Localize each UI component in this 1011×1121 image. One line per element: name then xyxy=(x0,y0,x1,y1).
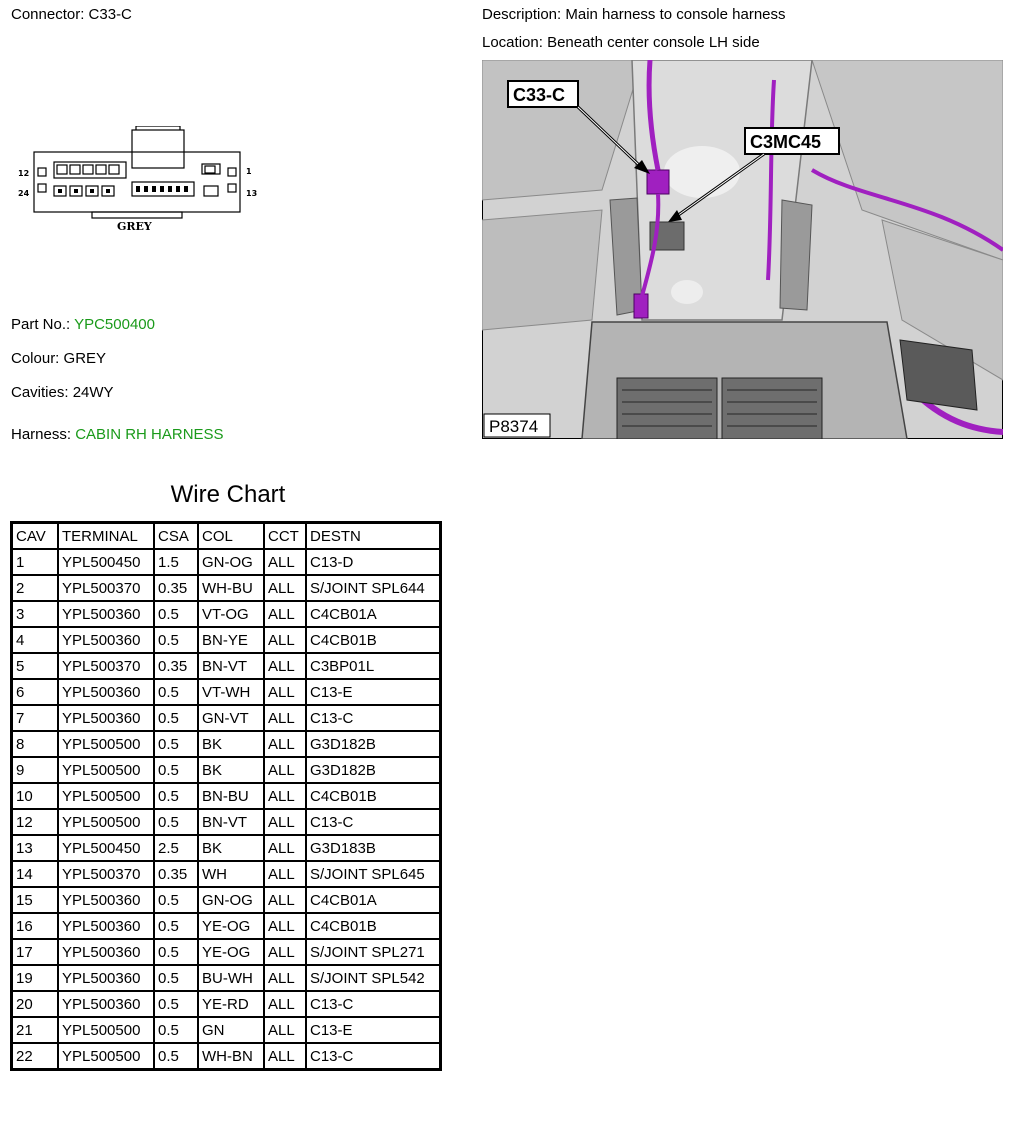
cell-terminal: YPL500360 xyxy=(58,939,154,965)
cell-destn: C4CB01B xyxy=(306,783,441,809)
cell-col: BN-VT xyxy=(198,809,264,835)
part-no-link[interactable]: YPC500400 xyxy=(74,316,155,333)
table-row xyxy=(12,965,441,991)
pin-12-label: 12 xyxy=(18,169,30,178)
cell-cct: ALL xyxy=(264,913,306,939)
cell-terminal: YPL500360 xyxy=(58,887,154,913)
cell-col: BK xyxy=(198,731,264,757)
cell-cct: ALL xyxy=(264,1043,306,1070)
table-row xyxy=(12,1017,441,1043)
cell-cav: 14 xyxy=(12,861,59,887)
cell-col: BN-YE xyxy=(198,627,264,653)
header-col: COL xyxy=(198,523,264,550)
cell-cav: 19 xyxy=(12,965,59,991)
description-line xyxy=(482,6,786,23)
table-row xyxy=(12,679,441,705)
location-label: Location: xyxy=(482,34,543,51)
pin-13-label: 13 xyxy=(246,189,258,198)
table-header-row xyxy=(12,523,441,550)
cell-terminal: YPL500360 xyxy=(58,913,154,939)
cell-csa: 0.5 xyxy=(154,1043,198,1070)
cell-terminal: YPL500500 xyxy=(58,809,154,835)
cell-cav: 15 xyxy=(12,887,59,913)
cell-cct: ALL xyxy=(264,1017,306,1043)
connector-line xyxy=(11,6,132,23)
cell-cct: ALL xyxy=(264,757,306,783)
cell-col: GN-OG xyxy=(198,549,264,575)
cell-col: YE-RD xyxy=(198,991,264,1017)
cell-cav: 20 xyxy=(12,991,59,1017)
header-csa: CSA xyxy=(154,523,198,550)
cell-col: VT-OG xyxy=(198,601,264,627)
cell-csa: 0.35 xyxy=(154,575,198,601)
colour-label: Colour: xyxy=(11,350,60,367)
cell-destn: C4CB01B xyxy=(306,627,441,653)
table-row xyxy=(12,783,441,809)
cell-csa: 0.5 xyxy=(154,965,198,991)
location-photo xyxy=(482,60,1003,439)
cell-terminal: YPL500450 xyxy=(58,835,154,861)
cell-destn: C13-D xyxy=(306,549,441,575)
cell-col: YE-OG xyxy=(198,939,264,965)
colour-value: GREY xyxy=(63,350,107,367)
table-row xyxy=(12,757,441,783)
header-cav: CAV xyxy=(12,523,59,550)
figure-id: P8374 xyxy=(489,417,539,436)
cell-col: WH-BN xyxy=(198,1043,264,1070)
cell-destn: G3D182B xyxy=(306,731,441,757)
cell-cct: ALL xyxy=(264,809,306,835)
cell-destn: C13-E xyxy=(306,679,441,705)
colour-line xyxy=(11,350,106,367)
table-row xyxy=(12,731,441,757)
cell-csa: 0.35 xyxy=(154,653,198,679)
cell-col: GN-VT xyxy=(198,705,264,731)
harness-line xyxy=(11,426,224,443)
cell-cct: ALL xyxy=(264,549,306,575)
table-row xyxy=(12,835,441,861)
cell-destn: S/JOINT SPL542 xyxy=(306,965,441,991)
harness-link[interactable]: CABIN RH HARNESS xyxy=(75,426,224,443)
pin-1-label: 1 xyxy=(246,167,252,176)
cell-cav: 17 xyxy=(12,939,59,965)
table-row xyxy=(12,653,441,679)
connector-label: Connector: xyxy=(11,6,85,23)
cell-csa: 0.5 xyxy=(154,991,198,1017)
cell-terminal: YPL500500 xyxy=(58,1017,154,1043)
cell-terminal: YPL500360 xyxy=(58,965,154,991)
cell-cav: 22 xyxy=(12,1043,59,1070)
cell-csa: 0.5 xyxy=(154,705,198,731)
cell-col: YE-OG xyxy=(198,913,264,939)
cell-cct: ALL xyxy=(264,601,306,627)
cell-terminal: YPL500360 xyxy=(58,627,154,653)
cell-destn: C3BP01L xyxy=(306,653,441,679)
table-row xyxy=(12,601,441,627)
cell-destn: C13-E xyxy=(306,1017,441,1043)
table-row xyxy=(12,1043,441,1070)
cell-cct: ALL xyxy=(264,783,306,809)
table-row xyxy=(12,549,441,575)
cell-destn: C4CB01B xyxy=(306,913,441,939)
table-row xyxy=(12,913,441,939)
header-destn: DESTN xyxy=(306,523,441,550)
callout-c3mc45: C3MC45 xyxy=(750,132,822,152)
callout-c33c: C33-C xyxy=(513,85,566,105)
cell-col: GN xyxy=(198,1017,264,1043)
table-row xyxy=(12,705,441,731)
cell-cav: 3 xyxy=(12,601,59,627)
cell-col: WH-BU xyxy=(198,575,264,601)
wire-chart-table xyxy=(10,521,442,1071)
cell-col: BU-WH xyxy=(198,965,264,991)
cell-destn: G3D182B xyxy=(306,757,441,783)
cell-csa: 0.5 xyxy=(154,601,198,627)
cell-destn: S/JOINT SPL271 xyxy=(306,939,441,965)
cell-cav: 13 xyxy=(12,835,59,861)
cell-col: BK xyxy=(198,757,264,783)
cell-cav: 8 xyxy=(12,731,59,757)
cell-col: BN-BU xyxy=(198,783,264,809)
cell-terminal: YPL500500 xyxy=(58,757,154,783)
cell-col: BN-VT xyxy=(198,653,264,679)
cell-cav: 2 xyxy=(12,575,59,601)
cell-cav: 4 xyxy=(12,627,59,653)
cell-csa: 0.5 xyxy=(154,731,198,757)
cell-destn: C13-C xyxy=(306,1043,441,1070)
cell-terminal: YPL500500 xyxy=(58,783,154,809)
cell-csa: 0.5 xyxy=(154,809,198,835)
table-row xyxy=(12,627,441,653)
table-row xyxy=(12,861,441,887)
cell-terminal: YPL500370 xyxy=(58,575,154,601)
cell-cav: 16 xyxy=(12,913,59,939)
cell-destn: S/JOINT SPL644 xyxy=(306,575,441,601)
location-value: Beneath center console LH side xyxy=(547,34,760,51)
cell-terminal: YPL500370 xyxy=(58,861,154,887)
cell-cct: ALL xyxy=(264,991,306,1017)
cell-terminal: YPL500360 xyxy=(58,991,154,1017)
cell-csa: 0.5 xyxy=(154,783,198,809)
header-terminal: TERMINAL xyxy=(58,523,154,550)
cell-cct: ALL xyxy=(264,939,306,965)
cell-cct: ALL xyxy=(264,965,306,991)
connector-face-diagram xyxy=(14,126,260,234)
location-line xyxy=(482,34,760,51)
table-row xyxy=(12,887,441,913)
cell-col: GN-OG xyxy=(198,887,264,913)
table-row xyxy=(12,575,441,601)
cell-cav: 1 xyxy=(12,549,59,575)
cell-cav: 5 xyxy=(12,653,59,679)
description-value: Main harness to console harness xyxy=(565,6,786,23)
pin-24-label: 24 xyxy=(18,189,30,198)
part-no-label: Part No.: xyxy=(11,316,71,333)
cell-terminal: YPL500500 xyxy=(58,731,154,757)
cell-cav: 10 xyxy=(12,783,59,809)
cell-terminal: YPL500360 xyxy=(58,705,154,731)
harness-label: Harness: xyxy=(11,426,72,443)
cell-destn: S/JOINT SPL645 xyxy=(306,861,441,887)
cell-cav: 9 xyxy=(12,757,59,783)
cell-cct: ALL xyxy=(264,575,306,601)
cell-cct: ALL xyxy=(264,887,306,913)
cell-cct: ALL xyxy=(264,731,306,757)
cell-terminal: YPL500360 xyxy=(58,679,154,705)
cell-destn: C13-C xyxy=(306,809,441,835)
cell-csa: 0.5 xyxy=(154,679,198,705)
cell-csa: 0.5 xyxy=(154,887,198,913)
cell-csa: 1.5 xyxy=(154,549,198,575)
connector-value: C33-C xyxy=(88,6,132,23)
table-row xyxy=(12,809,441,835)
cavities-label: Cavities: xyxy=(11,384,69,401)
table-row xyxy=(12,991,441,1017)
cell-cct: ALL xyxy=(264,627,306,653)
cell-cav: 12 xyxy=(12,809,59,835)
cell-destn: C13-C xyxy=(306,705,441,731)
cell-cct: ALL xyxy=(264,653,306,679)
cell-csa: 0.5 xyxy=(154,757,198,783)
cell-terminal: YPL500360 xyxy=(58,601,154,627)
cell-cct: ALL xyxy=(264,835,306,861)
cell-cct: ALL xyxy=(264,705,306,731)
cell-csa: 0.5 xyxy=(154,1017,198,1043)
diagram-color-label: GREY xyxy=(117,220,152,233)
description-label: Description: xyxy=(482,6,562,23)
cell-terminal: YPL500370 xyxy=(58,653,154,679)
cavities-line xyxy=(11,384,114,401)
table-row xyxy=(12,939,441,965)
cell-csa: 0.5 xyxy=(154,913,198,939)
cell-cav: 21 xyxy=(12,1017,59,1043)
cell-destn: C4CB01A xyxy=(306,887,441,913)
cell-destn: G3D183B xyxy=(306,835,441,861)
cavities-value: 24WY xyxy=(72,384,114,401)
cell-col: VT-WH xyxy=(198,679,264,705)
cell-cct: ALL xyxy=(264,679,306,705)
wire-chart-body xyxy=(12,549,441,1070)
cell-cav: 7 xyxy=(12,705,59,731)
cell-csa: 0.5 xyxy=(154,939,198,965)
cell-cav: 6 xyxy=(12,679,59,705)
cell-col: WH xyxy=(198,861,264,887)
header-cct: CCT xyxy=(264,523,306,550)
cell-csa: 2.5 xyxy=(154,835,198,861)
part-no-line xyxy=(11,316,155,333)
cell-destn: C13-C xyxy=(306,991,441,1017)
cell-terminal: YPL500450 xyxy=(58,549,154,575)
cell-col: BK xyxy=(198,835,264,861)
cell-cct: ALL xyxy=(264,861,306,887)
cell-destn: C4CB01A xyxy=(306,601,441,627)
cell-csa: 0.35 xyxy=(154,861,198,887)
cell-csa: 0.5 xyxy=(154,627,198,653)
cell-terminal: YPL500500 xyxy=(58,1043,154,1070)
wire-chart-title: Wire Chart xyxy=(170,481,286,508)
